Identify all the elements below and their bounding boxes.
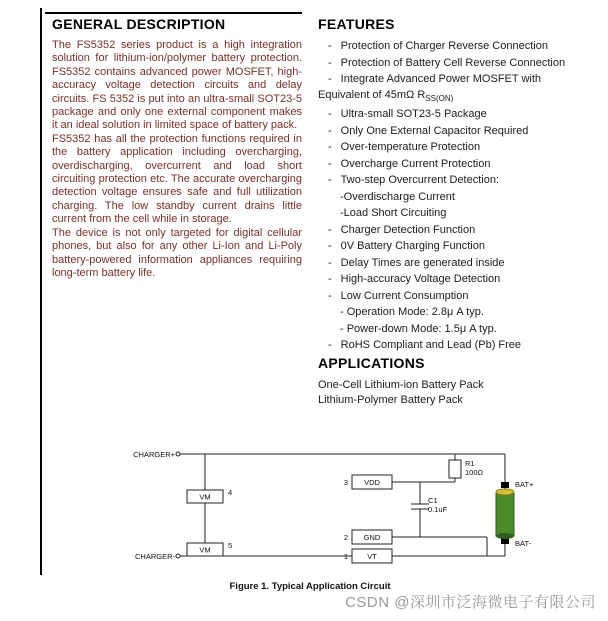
feature-item bbox=[318, 140, 592, 156]
battery-terminal-plus-marker bbox=[501, 482, 509, 488]
circuit-diagram bbox=[75, 446, 545, 576]
r1-value-label: 100Ω bbox=[465, 468, 484, 477]
pin1-number: 1 bbox=[343, 552, 348, 561]
gnd-label: GND bbox=[363, 533, 381, 542]
left-margin-rule bbox=[40, 8, 42, 575]
feature-item-text: RoHS Compliant and Lead (Pb) Free bbox=[340, 339, 522, 352]
feature-item bbox=[318, 305, 592, 321]
top-rule bbox=[45, 12, 302, 14]
description-paragraph: The device is not only targeted for digital cellular phones, but also for any other Li-Ion and Li-Poly battery-powered information appliances requiring long-term battery life. bbox=[52, 226, 302, 279]
dash-bullet: - bbox=[328, 223, 332, 236]
feature-item-text: Only One External Capacitor Required bbox=[340, 124, 529, 137]
feature-item bbox=[318, 107, 592, 123]
r1-label: R1 bbox=[465, 459, 475, 468]
feature-item-text: High-accuracy Voltage Detection bbox=[340, 273, 501, 286]
charger-minus-terminal bbox=[176, 554, 180, 558]
dash-bullet: - bbox=[328, 157, 332, 170]
feature-item bbox=[318, 39, 592, 55]
feature-item bbox=[318, 206, 592, 222]
application-circuit-figure bbox=[75, 446, 545, 576]
feature-item-text: 0V Battery Charging Function bbox=[340, 240, 485, 253]
dash-bullet: - bbox=[328, 108, 332, 121]
vdd-label: VDD bbox=[364, 478, 380, 487]
feature-item-text: - Power-down Mode: 1.5μ A typ. bbox=[340, 322, 497, 335]
feature-item bbox=[318, 190, 592, 206]
feature-item bbox=[318, 173, 592, 189]
vm2-label: VM bbox=[199, 545, 211, 555]
feature-item bbox=[318, 72, 592, 106]
feature-item-subscript: SS(ON) bbox=[425, 93, 454, 103]
vt-label: VT bbox=[367, 552, 377, 561]
capacitor-c1 bbox=[411, 504, 429, 509]
applications-line: One-Cell Lithium-ion Battery Pack bbox=[318, 378, 484, 391]
feature-item bbox=[318, 289, 592, 305]
dash-bullet: - bbox=[328, 174, 332, 187]
dash-bullet: - bbox=[328, 124, 332, 137]
resistor-r1 bbox=[449, 460, 461, 478]
watermark-text: CSDN @深圳市泛海微电子有限公司 bbox=[345, 594, 596, 611]
battery-cap-bottom bbox=[496, 533, 514, 539]
description-paragraphs bbox=[52, 39, 302, 280]
feature-item-text: -Load Short Circuiting bbox=[340, 207, 447, 220]
gnd-wire bbox=[392, 537, 487, 556]
feature-item-text: Low Current Consumption bbox=[340, 289, 469, 302]
dash-bullet: - bbox=[328, 256, 332, 269]
feature-item-text: -Overdischarge Current bbox=[340, 190, 455, 203]
bat-minus-label: BAT- bbox=[515, 539, 532, 548]
feature-item bbox=[318, 338, 592, 354]
vm1-label: VM bbox=[199, 492, 211, 502]
feature-item bbox=[318, 124, 592, 140]
pin4-number: 4 bbox=[228, 488, 233, 497]
feature-item-text: Ultra-small SOT23-5 Package bbox=[340, 108, 487, 121]
c1-value-label: 0.1uF bbox=[428, 505, 448, 514]
feature-item bbox=[318, 322, 592, 338]
dash-bullet: - bbox=[328, 240, 332, 253]
applications-heading: APPLICATIONS bbox=[318, 354, 425, 371]
dash-bullet: - bbox=[328, 73, 332, 85]
pin3-number: 3 bbox=[343, 478, 348, 487]
feature-item-text: Protection of Charger Reverse Connection bbox=[340, 40, 548, 52]
dash-bullet: - bbox=[328, 273, 332, 286]
feature-item-text: Charger Detection Function bbox=[340, 223, 476, 236]
feature-item bbox=[318, 157, 592, 173]
feature-item bbox=[318, 256, 592, 272]
charger-plus-terminal bbox=[176, 452, 180, 456]
description-paragraph: FS5352 has all the protection functions required in the battery application including overcharging, overdischarging, overcurrent and load short circuiting protection etc. The accurate overcharging detection voltage ensures safe and full utilization charging. The low standby current drains little current from the cell while in storage. bbox=[52, 132, 302, 226]
features-heading: FEATURES bbox=[318, 16, 395, 32]
pin5-number: 5 bbox=[228, 541, 233, 550]
feature-item bbox=[318, 272, 592, 288]
features-section bbox=[318, 16, 592, 408]
feature-item-text: Over-temperature Protection bbox=[340, 141, 481, 154]
dash-bullet: - bbox=[328, 141, 332, 154]
feature-item bbox=[318, 56, 592, 72]
battery-cell bbox=[496, 492, 514, 536]
pin2-number: 2 bbox=[343, 533, 348, 542]
feature-item-text: Two-step Overcurrent Detection: bbox=[340, 174, 500, 187]
description-paragraph: The FS5352 series product is a high integration solution for lithium-ion/polymer battery protection. FS5352 contains advanced power MOSFET, high-accuracy voltage detection circuits and delay circuits. FS 5352 is put into an ultra-small SOT23-5 package and only one external component makes it an ideal solution in limited space of battery pack. bbox=[52, 39, 302, 132]
general-description-section bbox=[52, 16, 302, 280]
feature-item-text: Overcharge Current Protection bbox=[340, 157, 491, 170]
charger-minus-label: CHARGER- bbox=[134, 552, 175, 561]
dash-bullet: - bbox=[328, 289, 332, 302]
charger-plus-label: CHARGER+ bbox=[133, 450, 175, 459]
feature-item-text: - Operation Mode: 2.8μ A typ. bbox=[340, 306, 484, 319]
dash-bullet: - bbox=[328, 339, 332, 352]
applications-line: Lithium-Polymer Battery Pack bbox=[318, 393, 463, 406]
bat-plus-label: BAT+ bbox=[515, 480, 534, 489]
dash-bullet: - bbox=[328, 40, 332, 52]
feature-item-text: Protection of Battery Cell Reverse Connection bbox=[340, 56, 566, 69]
features-list bbox=[318, 39, 592, 354]
feature-item-text: Integrate Advanced Power MOSFET with Equivalent of 45mΩ R bbox=[318, 73, 542, 101]
applications-list bbox=[318, 378, 592, 408]
feature-item-text: Delay Times are generated inside bbox=[340, 256, 505, 269]
feature-item bbox=[318, 223, 592, 239]
feature-item bbox=[318, 239, 592, 255]
c1-label: C1 bbox=[428, 496, 438, 505]
general-description-heading: GENERAL DESCRIPTION bbox=[52, 16, 226, 32]
battery-cap-top bbox=[496, 489, 514, 495]
dash-bullet: - bbox=[328, 56, 332, 69]
figure-caption: Figure 1. Typical Application Circuit bbox=[229, 581, 391, 592]
